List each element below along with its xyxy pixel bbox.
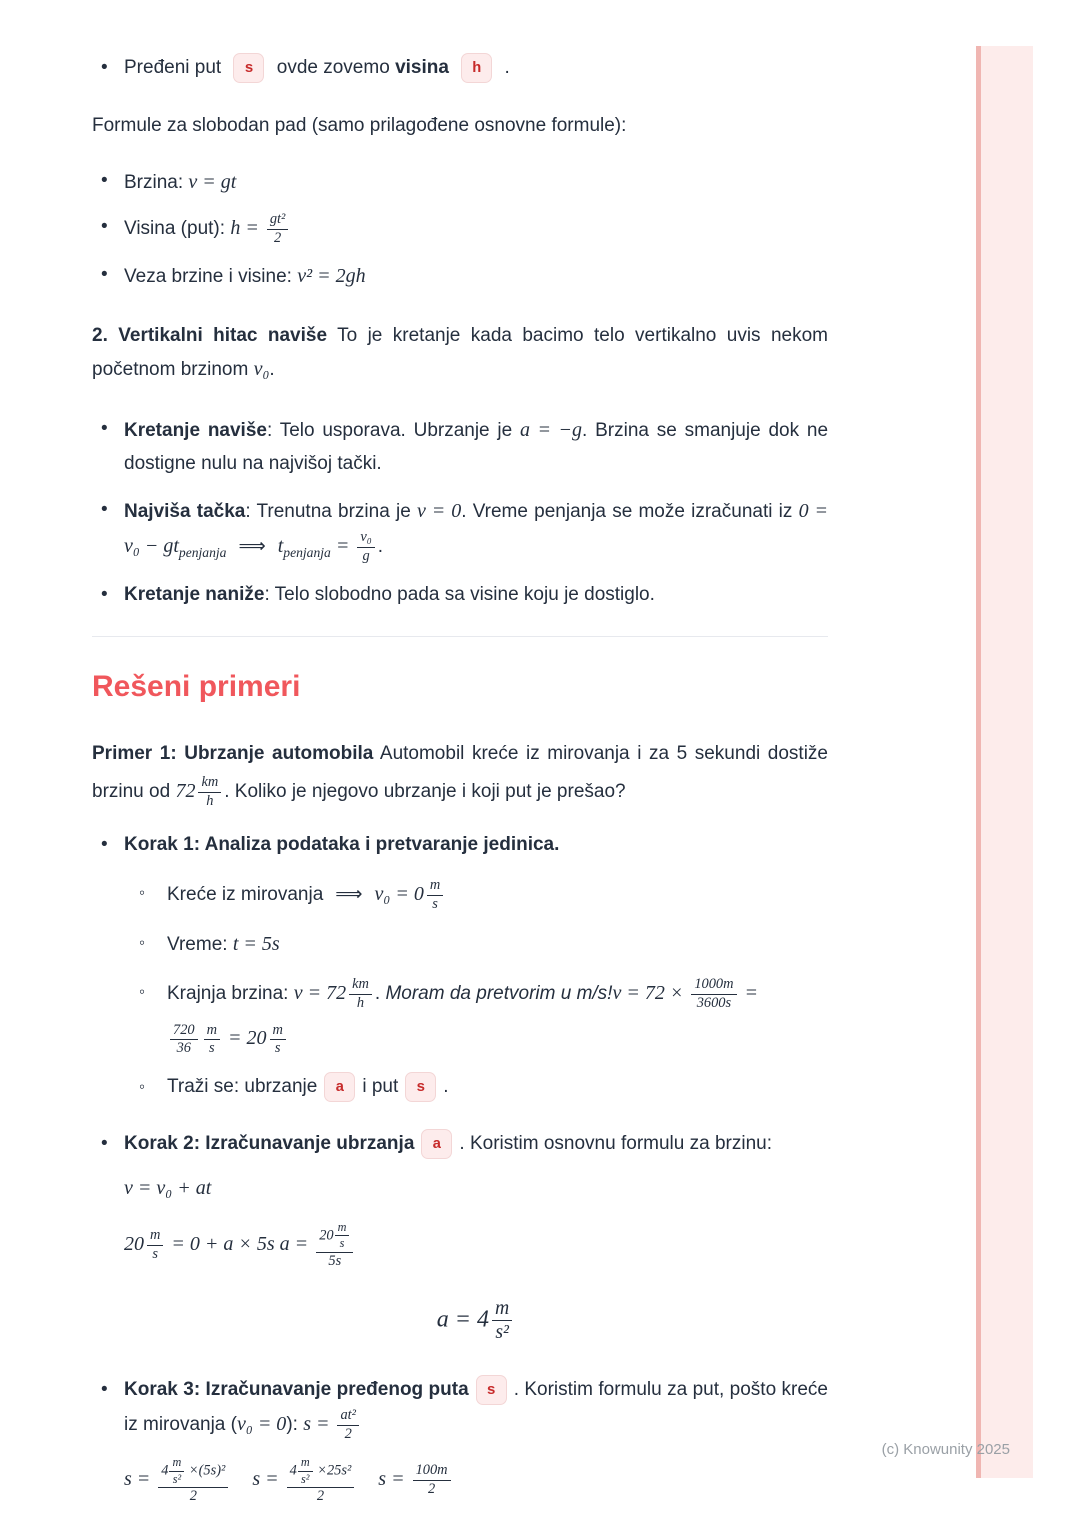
text-run: i put [362,1076,399,1098]
copyright-note: (c) Knowunity 2025 [881,1441,1010,1458]
fraction-numerator: 1000m [691,977,736,995]
math-run [374,877,447,913]
math-lhs: 0 = v₀ − gt [124,500,829,558]
fraction [170,1023,198,1058]
math-lhs: v₀ = 0 [374,883,424,906]
text-run: . Koliko je njegovo ubrzanje i koji put je prešao? [224,780,626,802]
math-v0: v₀ [253,358,270,381]
fraction-denominator: s² [301,1471,310,1486]
term-bold: Najviša tačka [124,501,246,523]
fraction [337,1408,359,1443]
variable-badge-a: a [324,1072,355,1102]
step2-title-row [124,1128,828,1161]
term-bold: Kretanje naviše [124,420,267,442]
math-run: v₀ = 0 [236,1412,287,1435]
formula-height [92,211,828,247]
fraction [270,1023,286,1058]
step1-sublist [134,877,828,1104]
substep-required [134,1071,828,1104]
math-subscript: penjanja [178,545,227,561]
math-run: t = 5s [232,933,280,956]
fraction-denominator: s [339,1236,345,1251]
math-lhs: s = [124,1468,156,1491]
text-run: Kreće iz mirovanja [167,884,324,906]
math-value: 20 [319,1227,334,1244]
text-run: . Koristim osnovnu formulu za brzinu: [459,1132,772,1154]
formula-math: v = gt [188,170,237,193]
fraction-denominator: g [362,548,370,565]
text-run: ): [286,1413,304,1435]
italic-note: Moram da pretvorim u m/s! [385,982,613,1004]
text-run: : Trenutna brzina je [245,501,417,523]
substep-final-speed [134,976,828,1058]
fraction-denominator: 2 [344,1425,352,1442]
fraction-denominator: 5s [328,1252,342,1269]
fraction-numerator [287,1456,355,1488]
math-run [293,975,375,1011]
math-lhs: v = 72 [293,981,347,1004]
substep-time [134,927,828,962]
text-run: . [374,982,386,1004]
text-run: : Telo slobodno pada sa visine koju je dostiglo. [264,583,655,605]
text-run: ovde zovemo [276,57,396,78]
step2-item [92,1128,828,1344]
math-run [612,975,759,1011]
fraction-denominator: h [356,994,365,1011]
fraction-numerator: km [349,977,372,995]
variable-badge-s: s [405,1072,436,1102]
fraction [357,530,374,565]
math-equals: = [739,981,759,1004]
fraction-denominator: s [432,896,438,913]
section-title: 2. Vertikalni hitac naviše [92,324,328,346]
math-lhs: a = 4 [436,1306,489,1333]
math-run: = 0 + a × 5s a = [166,1232,314,1255]
text-run: . [269,359,275,381]
speed-formula-line: v = v₀ + at [124,1176,212,1199]
fraction [413,1463,451,1498]
fraction [287,1456,355,1505]
math-run [175,773,224,809]
formula-relation [92,259,828,294]
math-run: a = −g [520,419,583,442]
step1-item [92,829,828,1104]
fraction-denominator: 2 [273,230,282,247]
intro-bullet-list [92,50,828,86]
path-equation-3 [378,1462,453,1498]
term-bold: Kretanje naniže [124,583,265,605]
fraction-numerator: at² [337,1408,359,1426]
formula-math: v² = 2gh [297,265,366,288]
variable-badge-h: h [461,53,492,83]
text-bold: visina [395,57,449,78]
fraction-denominator: s [208,1040,215,1057]
math-subscript: penjanja [283,545,331,561]
step1-title: • Korak 1: Analiza podataka i pretvaranje jedinica. [124,833,560,855]
path-calc-line [124,1456,828,1505]
formula-speed [92,165,828,200]
fraction [267,212,289,247]
list-item-path-height [92,50,828,86]
fraction [204,1023,220,1058]
motion-up-item [92,413,828,480]
text-run: Vreme: [167,934,233,956]
fraction-numerator [158,1456,228,1488]
fraction-numerator: m [169,1456,184,1471]
math-value: ×25s² [313,1462,352,1479]
fraction-denominator: s [152,1245,158,1262]
fraction [158,1456,228,1505]
math-lhs: s = [378,1468,410,1491]
text-run: . [443,1076,449,1098]
text-run: . Vreme penjanja se može izračunati iz [461,501,799,523]
step3-item [92,1374,828,1505]
formula-math [230,211,291,247]
math-value: ×(5s)² [185,1462,226,1479]
text-run: . [504,57,510,78]
substep-initial-speed [134,877,828,913]
math-equals: = [330,535,355,558]
math-run [303,1406,362,1442]
nested-fraction [298,1456,313,1486]
primer1-paragraph [92,735,828,811]
math-lhs: s = [303,1412,335,1435]
acceleration-result-equation [124,1298,828,1344]
text-run: Automobil kreće iz mirovanja i za 5 sekundi dostiže brzinu od [92,742,828,802]
examples-heading: Rešeni primeri [92,669,301,703]
variable-badge-a: a [421,1129,452,1159]
fraction-numerator: 720 [170,1023,198,1041]
text-run: . Brzina se smanjuje dok ne dostigne nulu na najvišoj tački. [124,420,829,474]
fraction-numerator [316,1221,353,1253]
step3-title: Korak 3: Izračunavanje pređenog puta [124,1378,469,1400]
primer1-title: Primer 1: Ubrzanje automobila [92,742,374,764]
text-run: . Koristim formulu za put, pošto kreće iz mirovanja ( [124,1378,829,1435]
fraction-numerator: m [427,878,443,896]
fraction-denominator: 2 [427,1481,436,1498]
fraction-denominator: s² [495,1321,509,1344]
fraction [427,878,443,913]
fraction-denominator: s [274,1040,281,1057]
text-run: : Telo usporava. Ubrzanje je [266,420,521,442]
path-equation-1 [124,1455,231,1505]
path-equation-2 [252,1455,357,1505]
fraction [492,1298,512,1344]
implies-arrow-icon: ⟹ [238,535,266,558]
fraction-numerator: km [198,775,221,793]
nested-fraction [169,1456,184,1486]
freefall-formulas-intro: Formule za slobodan pad (samo prilagođene osnovne formule): [92,115,627,136]
fraction-numerator: v₀ [357,530,374,548]
section-divider [92,636,828,637]
fraction-numerator: m [492,1298,512,1322]
acceleration-calc-line [124,1221,828,1270]
motion-down-item [92,579,828,612]
math-lhs: h = [230,217,264,240]
formula-label: Visina (put): [124,218,231,240]
solution-steps-list [92,829,828,1506]
step2-title: Korak 2: Izračunavanje ubrzanja [124,1132,415,1154]
fraction-denominator: h [206,792,214,809]
math-value: 4 [161,1462,169,1479]
right-accent-band [976,46,1033,1478]
math-value: 20 [124,1232,144,1255]
fraction [349,977,372,1012]
fraction-denominator: 36 [176,1040,191,1057]
variable-badge-s: s [476,1375,507,1405]
fraction-numerator: m [298,1456,313,1471]
nested-fraction [335,1221,350,1251]
fraction-denominator: 2 [316,1488,325,1505]
fraction [198,775,221,810]
fraction-numerator: 100m [413,1463,451,1481]
text-run: Traži se: ubrzanje [167,1076,318,1098]
math-var: t [277,535,284,558]
fraction [316,1221,353,1270]
math-lhs: v = 72 × [612,981,689,1004]
formula-label: Brzina: [124,171,189,193]
fraction-denominator: s² [172,1471,182,1486]
fraction-numerator: m [270,1023,286,1041]
implies-arrow-icon: ⟹ [335,883,363,906]
fraction-numerator: m [147,1228,163,1246]
fraction-numerator: gt² [267,212,289,230]
math-value: 72 [175,779,196,802]
text-run: Pređeni put [124,57,222,78]
fraction-denominator: 2 [189,1488,197,1505]
fraction-denominator: 3600s [696,994,732,1011]
highest-point-item [92,494,828,564]
formula-label: Veza brzine i visine: [124,266,298,288]
fraction [691,977,736,1012]
page-content [92,50,828,1505]
text-run: To je kretanje kada bacimo telo vertikalno uvis nekom početnom brzinom [92,324,828,381]
math-run: v = 0 [416,500,462,523]
math-lhs: s = [252,1468,284,1491]
fraction [147,1228,163,1263]
fraction-numerator: m [335,1221,350,1236]
fraction-numerator: m [204,1023,220,1041]
math-run [277,529,378,565]
variable-badge-s: s [233,53,264,83]
vertical-throw-list [92,413,828,611]
vertical-throw-paragraph [92,320,828,387]
formula-list [92,165,828,294]
math-value: 4 [289,1462,297,1479]
conversion-result-line [167,1021,828,1057]
text-run: . [377,536,384,558]
math-equals: = 20 [223,1027,267,1050]
text-run: Krajnja brzina: [167,982,294,1004]
